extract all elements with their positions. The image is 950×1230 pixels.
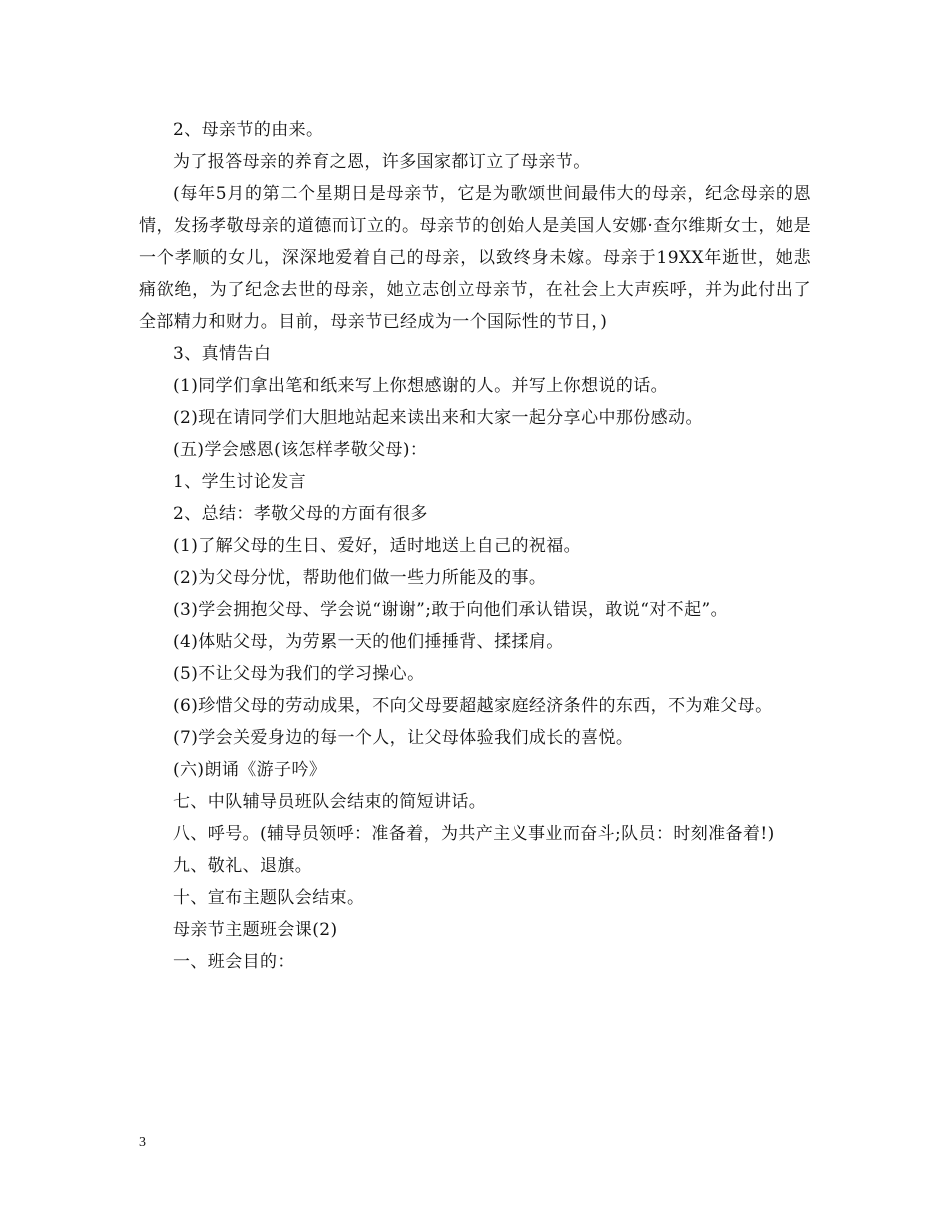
paragraph: 一、班会目的： bbox=[173, 952, 295, 972]
page-number: 3 bbox=[139, 1135, 146, 1150]
paragraph: 九、敬礼、退旗。 bbox=[173, 856, 313, 876]
paragraph: (1)同学们拿出笔和纸来写上你想感谢的人。并写上你想说的话。 bbox=[173, 376, 669, 396]
paragraph: 母亲节主题班会课(2) bbox=[173, 920, 338, 940]
paragraph: 1、学生讨论发言 bbox=[173, 472, 307, 492]
paragraph: 2、母亲节的由来。 bbox=[173, 120, 324, 140]
paragraph: (五)学会感恩(该怎样孝敬父母)： bbox=[173, 440, 428, 460]
paragraph: (每年5月的第二个星期日是母亲节，它是为歌颂世间最伟大的母亲，纪念母亲的恩情，发扬孝敬母亲的道德而订立的。母亲节的创始人是美国人安娜·查尔维斯女士，她是一个孝顺的女儿，深深地爱着自己的母亲，以致终身未嫁。母亲于19XX年逝世，她悲痛欲绝，为了纪念去世的母亲，她立志创立母亲节，在社会上大声疾呼，并为此付出了全部精力和财力。目前，母亲节已经成为一个国际性的节日，) bbox=[139, 184, 811, 332]
paragraph: (6)珍惜父母的劳动成果，不向父母要超越家庭经济条件的东西，不为难父母。 bbox=[173, 696, 773, 716]
document-body bbox=[139, 114, 811, 978]
paragraph: (5)不让父母为我们的学习操心。 bbox=[173, 664, 425, 684]
paragraph: (7)学会关爱身边的每一个人，让父母体验我们成长的喜悦。 bbox=[173, 728, 634, 748]
paragraph: 为了报答母亲的养育之恩，许多国家都订立了母亲节。 bbox=[173, 152, 591, 172]
paragraph: 十、宣布主题队会结束。 bbox=[173, 888, 365, 908]
paragraph: 七、中队辅导员班队会结束的简短讲话。 bbox=[173, 792, 487, 812]
paragraph: 3、真情告白 bbox=[173, 344, 272, 364]
paragraph: (2)现在请同学们大胆地站起来读出来和大家一起分享心中那份感动。 bbox=[173, 408, 703, 428]
paragraph: (六)朗诵《游子吟》 bbox=[173, 760, 327, 780]
paragraph: (2)为父母分忧，帮助他们做一些力所能及的事。 bbox=[173, 568, 547, 588]
paragraph: 八、呼号。(辅导员领呼：准备着，为共产主义事业而奋斗;队员：时刻准备着!) bbox=[173, 824, 775, 844]
paragraph: 2、总结：孝敬父母的方面有很多 bbox=[173, 504, 428, 524]
paragraph: (1)了解父母的生日、爱好，适时地送上自己的祝福。 bbox=[173, 536, 582, 556]
paragraph: (3)学会拥抱父母、学会说“谢谢”;敢于向他们承认错误，敢说“对不起”。 bbox=[173, 600, 728, 620]
paragraph: (4)体贴父母，为劳累一天的他们捶捶背、揉揉肩。 bbox=[173, 632, 564, 652]
